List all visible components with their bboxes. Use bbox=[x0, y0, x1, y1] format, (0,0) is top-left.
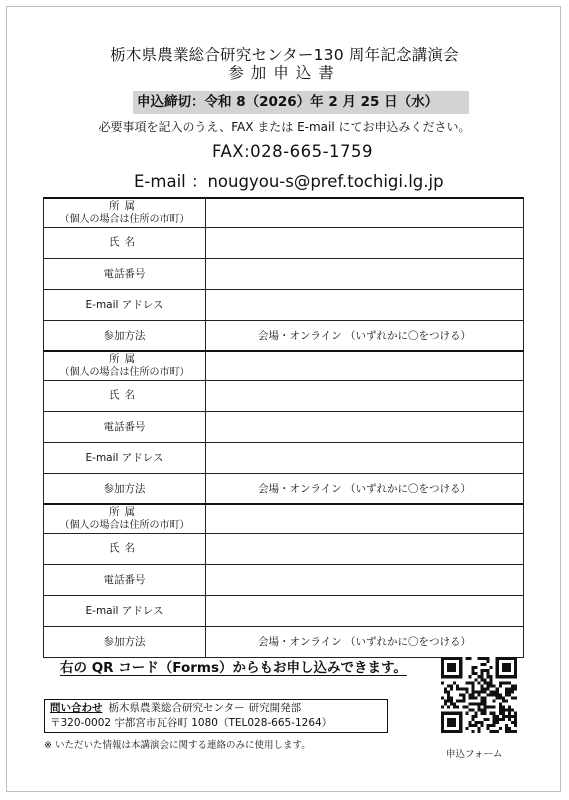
email-address-field[interactable] bbox=[206, 289, 524, 320]
table-row bbox=[44, 411, 524, 442]
table-row bbox=[44, 289, 524, 320]
table-row bbox=[44, 198, 524, 227]
name-label bbox=[44, 227, 206, 258]
name-label-text: 氏名 bbox=[109, 542, 140, 554]
name-field[interactable] bbox=[206, 533, 524, 564]
participation-label: 参加方法 bbox=[44, 473, 206, 504]
table-row bbox=[44, 533, 524, 564]
form-title: 参加申込書 bbox=[228, 64, 341, 82]
affiliation-field[interactable] bbox=[206, 198, 524, 227]
affiliation-label bbox=[44, 198, 206, 227]
phone-field[interactable] bbox=[206, 564, 524, 595]
affiliation-note-text: （個人の場合は住所の市町） bbox=[59, 519, 190, 531]
email-address-field[interactable] bbox=[206, 442, 524, 473]
participation-label: 参加方法 bbox=[44, 626, 206, 657]
table-row bbox=[44, 564, 524, 595]
contact-address: 〒320-0002 宇都宮市瓦谷町 1080（TEL028-665-1264） bbox=[50, 717, 333, 729]
affiliation-label-text: 所属 bbox=[109, 505, 140, 518]
name-field[interactable] bbox=[206, 227, 524, 258]
table-row bbox=[44, 351, 524, 380]
table-row bbox=[44, 504, 524, 533]
table-row bbox=[44, 595, 524, 626]
affiliation-note-text: （個人の場合は住所の市町） bbox=[59, 366, 190, 378]
participation-options[interactable]: 会場・オンライン （いずれかに〇をつける） bbox=[206, 473, 524, 504]
name-field[interactable] bbox=[206, 380, 524, 411]
table-row bbox=[44, 442, 524, 473]
table-row bbox=[44, 473, 524, 504]
affiliation-field[interactable] bbox=[206, 504, 524, 533]
email-address-label: E-mail アドレス bbox=[44, 442, 206, 473]
affiliation-label bbox=[44, 351, 206, 380]
instructions-text: 必要事項を記入のうえ、FAX または E-mail にてお申込みください。 bbox=[98, 120, 471, 134]
fax-number: FAX:028-665-1759 bbox=[212, 142, 374, 161]
table-row bbox=[44, 227, 524, 258]
privacy-note: ※ いただいた情報は本講演会に関する連絡のみに使用します。 bbox=[44, 740, 311, 751]
name-label-text: 氏名 bbox=[109, 389, 140, 401]
qr-code-note: 右の QR コード（Forms）からもお申し込みできます。 bbox=[60, 660, 407, 676]
phone-label: 電話番号 bbox=[44, 258, 206, 289]
email-address-label: E-mail アドレス bbox=[44, 595, 206, 626]
table-row bbox=[44, 258, 524, 289]
phone-label: 電話番号 bbox=[44, 411, 206, 442]
affiliation-note-text: （個人の場合は住所の市町） bbox=[59, 213, 190, 225]
phone-field[interactable] bbox=[206, 411, 524, 442]
affiliation-label-text: 所属 bbox=[109, 199, 140, 212]
table-row bbox=[44, 380, 524, 411]
phone-label: 電話番号 bbox=[44, 564, 206, 595]
contact-organization: 栃木県農業総合研究センター bbox=[108, 702, 245, 714]
qr-code-icon[interactable] bbox=[441, 657, 517, 733]
participation-options[interactable]: 会場・オンライン （いずれかに〇をつける） bbox=[206, 320, 524, 351]
email-address-label: E-mail アドレス bbox=[44, 289, 206, 320]
contact-line-1 bbox=[50, 701, 382, 716]
table-row bbox=[44, 626, 524, 657]
contact-label: 問い合わせ bbox=[50, 702, 103, 714]
name-label bbox=[44, 533, 206, 564]
affiliation-field[interactable] bbox=[206, 351, 524, 380]
affiliation-label-text: 所属 bbox=[109, 352, 140, 365]
participation-label: 参加方法 bbox=[44, 320, 206, 351]
qr-caption: 申込フォーム bbox=[446, 749, 503, 760]
event-title: 栃木県農業総合研究センター130 周年記念講演会 bbox=[110, 46, 459, 64]
contact-box bbox=[44, 699, 388, 733]
table-row bbox=[44, 320, 524, 351]
name-label-text: 氏名 bbox=[109, 236, 140, 248]
affiliation-label bbox=[44, 504, 206, 533]
participation-options[interactable]: 会場・オンライン （いずれかに〇をつける） bbox=[206, 626, 524, 657]
entry-table bbox=[43, 197, 524, 658]
email-address-field[interactable] bbox=[206, 595, 524, 626]
contact-department: 研究開発部 bbox=[248, 702, 302, 714]
phone-field[interactable] bbox=[206, 258, 524, 289]
email-address[interactable]: E-mail ：nougyou-s@pref.tochigi.lg.jp bbox=[134, 172, 444, 191]
name-label bbox=[44, 380, 206, 411]
deadline-banner: 申込締切：令和 8（2026）年 2 月 25 日（水） bbox=[133, 91, 469, 114]
